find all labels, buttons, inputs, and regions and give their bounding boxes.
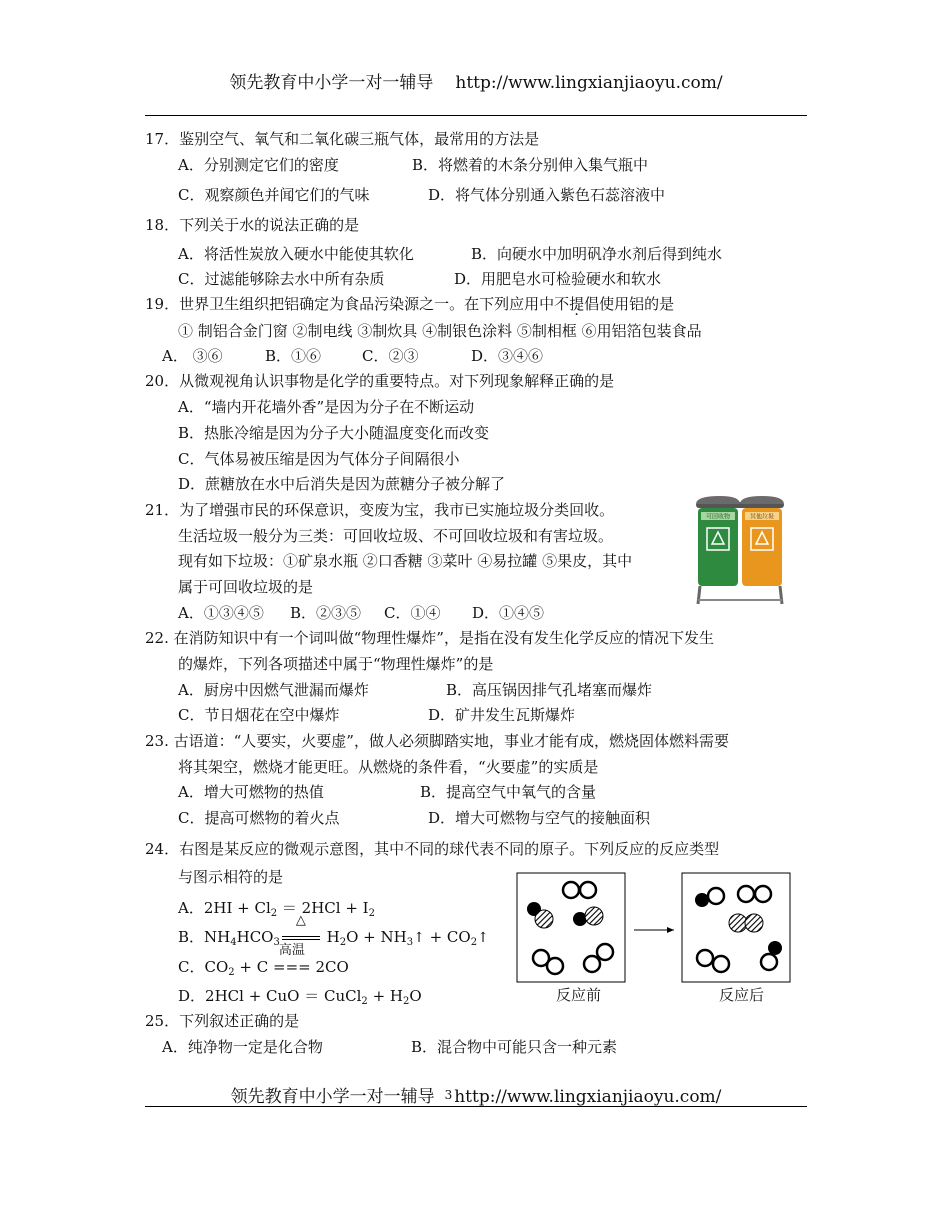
q24-b-sub3: 3	[273, 937, 280, 948]
q24-line-2: 与图示相符的是	[178, 868, 284, 886]
q21-option-a: A．①③④⑤	[178, 604, 264, 622]
q23-option-c: C．提高可燃物的着火点	[178, 809, 340, 827]
q20-option-d: D．蔗糖放在水中后消失是因为蔗糖分子被分解了	[178, 475, 506, 493]
q24-d-pre: D．2HCl + CuO ＝ CuCl	[178, 987, 362, 1005]
q19-option-d: D．③④⑥	[471, 347, 544, 365]
bin-leg-right	[780, 586, 782, 604]
q24-d-mid: + H	[367, 987, 403, 1005]
q21-option-d: D．①④⑤	[472, 604, 545, 622]
q24-a-mid: ＝ 2HCl + I	[277, 899, 369, 917]
q21-line-3: 现有如下垃圾：①矿泉水瓶 ②口香糖 ③菜叶 ④易拉罐 ⑤果皮，其中	[178, 552, 633, 570]
q24-b-cond-text: △	[295, 913, 306, 928]
q23-option-a: A．增大可燃物的热值	[178, 783, 324, 801]
reaction-arrow-head	[667, 927, 674, 933]
q24-c-pre: C．CO	[178, 958, 229, 976]
q24-b-arrow-up-2: ↑	[477, 930, 489, 946]
bin-orange-label: 其他垃圾	[749, 513, 775, 521]
after-label: 反应后	[719, 986, 765, 1004]
q24-option-d	[178, 986, 422, 1012]
q23-option-b: B．提高空气中氧气的含量	[420, 783, 597, 801]
q23-line-2: 将其架空，燃烧才能更旺。从燃烧的条件看，“火要虚”的实质是	[178, 758, 599, 776]
q24-c-post: 2CO	[310, 958, 349, 976]
footer-title: 领先教育中小学一对一辅导	[230, 1087, 435, 1107]
q24-b-mid: HCO	[236, 928, 274, 946]
q24-c-mid: + C	[234, 958, 273, 976]
q22-line-1: 22. 在消防知识中有一个词叫做“物理性爆炸”，是指在没有发生化学反应的情况下发生	[145, 629, 714, 647]
bin-green-label: 可回收物	[705, 513, 731, 521]
footer-rule	[145, 1106, 807, 1107]
after-molecule-white-pair-bottom-left	[697, 950, 729, 972]
after-molecule-white-black-bottom-right	[761, 941, 782, 970]
q20-option-a: A．“墙内开花墙外香”是因为分子在不断运动	[178, 398, 475, 416]
q24-b-arrow-up-1: ↑	[413, 930, 425, 946]
q21-line-2: 生活垃圾一般分为三类：可回收垃圾、不可回收垃圾和有害垃圾。	[178, 527, 614, 545]
q19-stem-emphasis: 不提倡	[554, 295, 600, 313]
q24-d-post: O	[409, 987, 422, 1005]
q17-option-d: D．将气体分别通入紫色石蕊溶液中	[428, 186, 666, 204]
page-header	[145, 68, 807, 93]
q22-option-a: A．厨房中因燃气泄漏而爆炸	[178, 681, 369, 699]
q24-b-sub2b: 2	[470, 937, 478, 948]
q23-option-d: D．增大可燃物与空气的接触面积	[428, 809, 651, 827]
q24-b-sub3b: 3	[406, 937, 414, 948]
q21-line-1: 21．为了增强市民的环保意识，变废为宝，我市已实施垃圾分类回收。	[145, 501, 615, 519]
q25-stem: 25．下列叙述正确的是	[145, 1012, 300, 1030]
q19-stem-post: 使用铝的是	[599, 295, 675, 313]
header-url[interactable]: http://www.lingxianjiaoyu.com/	[455, 73, 723, 93]
after-molecule-white-pair-top-right	[738, 886, 771, 902]
q24-a-sub2: 2	[368, 908, 375, 919]
q18-stem: 18．下列关于水的说法正确的是	[145, 216, 360, 234]
before-molecule-black-hatch-center	[573, 907, 603, 926]
reaction-diagram	[516, 872, 796, 984]
q22-line-2: 的爆炸，下列各项描述中属于“物理性爆炸”的是	[178, 655, 494, 673]
q24-a-sub: 2	[270, 908, 278, 919]
q24-a-pre: A．2HI + Cl	[178, 899, 271, 917]
q24-b-post3: + CO	[424, 928, 471, 946]
q24-b-sub4: 4	[230, 937, 237, 948]
q20-option-c: C．气体易被压缩是因为气体分子间隔很小	[178, 450, 460, 468]
header-title: 领先教育中小学一对一辅导	[229, 73, 434, 93]
q17-option-c: C．观察颜色并闻它们的气味	[178, 186, 370, 204]
bin-lid-orange	[740, 496, 784, 504]
q20-stem: 20．从微观视角认识事物是化学的重要特点。对下列现象解释正确的是	[145, 372, 615, 390]
q19-option-b: B．①⑥	[265, 347, 322, 365]
q21-line-4: 属于可回收垃圾的是	[178, 578, 314, 596]
q24-c-sub: 2	[228, 967, 235, 978]
q24-b-pre: B．NH	[178, 928, 231, 946]
q24-c-cond-text: 高温	[278, 943, 305, 958]
q24-option-a	[178, 898, 375, 924]
before-molecule-white-pair-bottom-right	[584, 944, 613, 972]
q17-option-a: A．分别测定它们的密度	[178, 156, 339, 174]
before-molecule-black-hatch-left	[527, 902, 553, 928]
q23-line-1: 23. 古语道：“人要实，火要虚”，做人必须脚踏实地，事业才能有成，燃烧固体燃料需要	[145, 732, 729, 750]
before-label: 反应前	[556, 986, 602, 1004]
q20-option-b: B．热胀冷缩是因为分子大小随温度变化而改变	[178, 424, 490, 442]
q24-b-cond-bar	[282, 936, 320, 940]
q24-d-sub2: 2	[402, 996, 410, 1007]
q18-option-d: D．用肥皂水可检验硬水和软水	[454, 270, 662, 288]
header-rule	[145, 115, 807, 116]
after-molecule-hatch-pair	[729, 914, 763, 932]
q24-c-eq: ===	[273, 958, 311, 976]
q22-option-d: D．矿井发生瓦斯爆炸	[428, 706, 576, 724]
q24-option-b	[178, 913, 489, 953]
bin-leg-left	[698, 586, 700, 604]
q19-stem	[145, 294, 674, 314]
q19-stem-pre: 19．世界卫生组织把铝确定为食品污染源之一。在下列应用中	[145, 295, 555, 313]
q18-option-b: B．向硬水中加明矾净水剂后得到纯水	[471, 245, 723, 263]
q22-option-b: B．高压锅因排气孔堵塞而爆炸	[446, 681, 653, 699]
before-molecule-white-pair-bottom-left	[533, 950, 563, 974]
recycling-bins-image	[690, 492, 790, 607]
q24-c-condition	[273, 943, 311, 977]
q22-option-c: C．节日烟花在空中爆炸	[178, 706, 340, 724]
q18-option-a: A．将活性炭放入硬水中能使其软化	[178, 245, 414, 263]
page-number: 3	[444, 1088, 453, 1102]
after-molecule-black-white-top-left	[695, 888, 724, 907]
before-molecule-white-pair-top	[563, 882, 596, 898]
q21-option-c: C．①④	[384, 604, 441, 622]
q25-option-b: B．混合物中可能只含一种元素	[411, 1038, 618, 1056]
q24-b-sub2a: 2	[339, 937, 347, 948]
q24-d-sub: 2	[361, 996, 368, 1007]
q19-option-c: C．②③	[362, 347, 419, 365]
page-footer	[145, 1082, 807, 1107]
q18-option-c: C．过滤能够除去水中所有杂质	[178, 270, 385, 288]
q24-line-1: 24．右图是某反应的微观示意图，其中不同的球代表不同的原子。下列反应的反应类型	[145, 840, 720, 858]
q25-option-a: A．纯净物一定是化合物	[162, 1038, 323, 1056]
q17-stem: 17．鉴别空气、氧气和二氧化碳三瓶气体，最常用的方法是	[145, 130, 540, 148]
bin-lid-green	[696, 496, 740, 504]
q24-b-post: H	[321, 928, 340, 946]
q24-option-c	[178, 943, 349, 983]
q19-items: ① 制铝合金门窗 ②制电线 ③制炊具 ④制银色涂料 ⑤制相框 ⑥用铝箔包装食品	[178, 322, 702, 340]
q21-option-b: B．②③⑤	[290, 604, 362, 622]
q24-b-post2: O + NH	[346, 928, 407, 946]
footer-url[interactable]: http://www.lingxianjiaoyu.com/	[454, 1087, 722, 1107]
q17-option-b: B．将燃着的木条分别伸入集气瓶中	[412, 156, 649, 174]
q19-option-a: A． ③⑥	[162, 347, 223, 365]
